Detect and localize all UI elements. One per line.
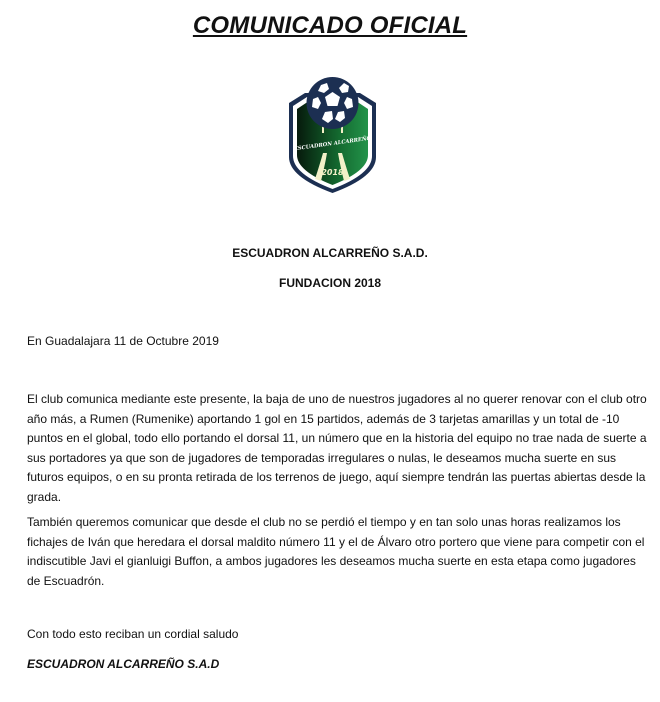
body-paragraph-1: El club comunica mediante este presente, la baja de uno de nuestros jugadores al no querer renovar con el club otro año más, a Rumen (Rumenike) aportando 1 gol en 15 partidos, además de 3 tarjetas amarillas y un total de -10 puntos en el global, todo ello portando el dorsal 11, un número que en la historia del equipo no trae nada de suerte a sus portadores ya que son de jugadores de temporadas irregulares o nulas, le deseamos mucha suerte en sus futuros equipos, o en su pronta retirada de los terrenos de juego, aquí siempre tendrán las puertas abiertas desde la grada.: [27, 392, 647, 504]
crest-club-text: ESCUADRON ALCARREÑO: [293, 135, 372, 153]
signature: ESCUADRON ALCARREÑO S.A.D: [27, 657, 220, 671]
foundation-heading: FUNDACION 2018: [278, 276, 382, 290]
closing-line: Con todo esto reciban un cordial saludo: [27, 627, 239, 641]
crest-year: 2018: [321, 168, 344, 177]
body-paragraph-2: También queremos comunicar que desde el club no se perdió el tiempo y en tan solo unas horas realizamos los fichajes de Iván que heredara el dorsal maldito número 11 y el de Álvaro otro portero que viene para competir con el indiscutible Javi el gianluigi Buffon, a ambos jugadores les deseamos mucha suerte en esta etapa como jugadores de Escuadrón.: [27, 515, 645, 588]
document-title: COMUNICADO OFICIAL: [192, 12, 468, 39]
club-name-heading: ESCUADRON ALCARREÑO S.A.D.: [232, 246, 428, 260]
club-crest-logo: [285, 65, 380, 195]
place-date: En Guadalajara 11 de Octubre 2019: [27, 334, 219, 348]
